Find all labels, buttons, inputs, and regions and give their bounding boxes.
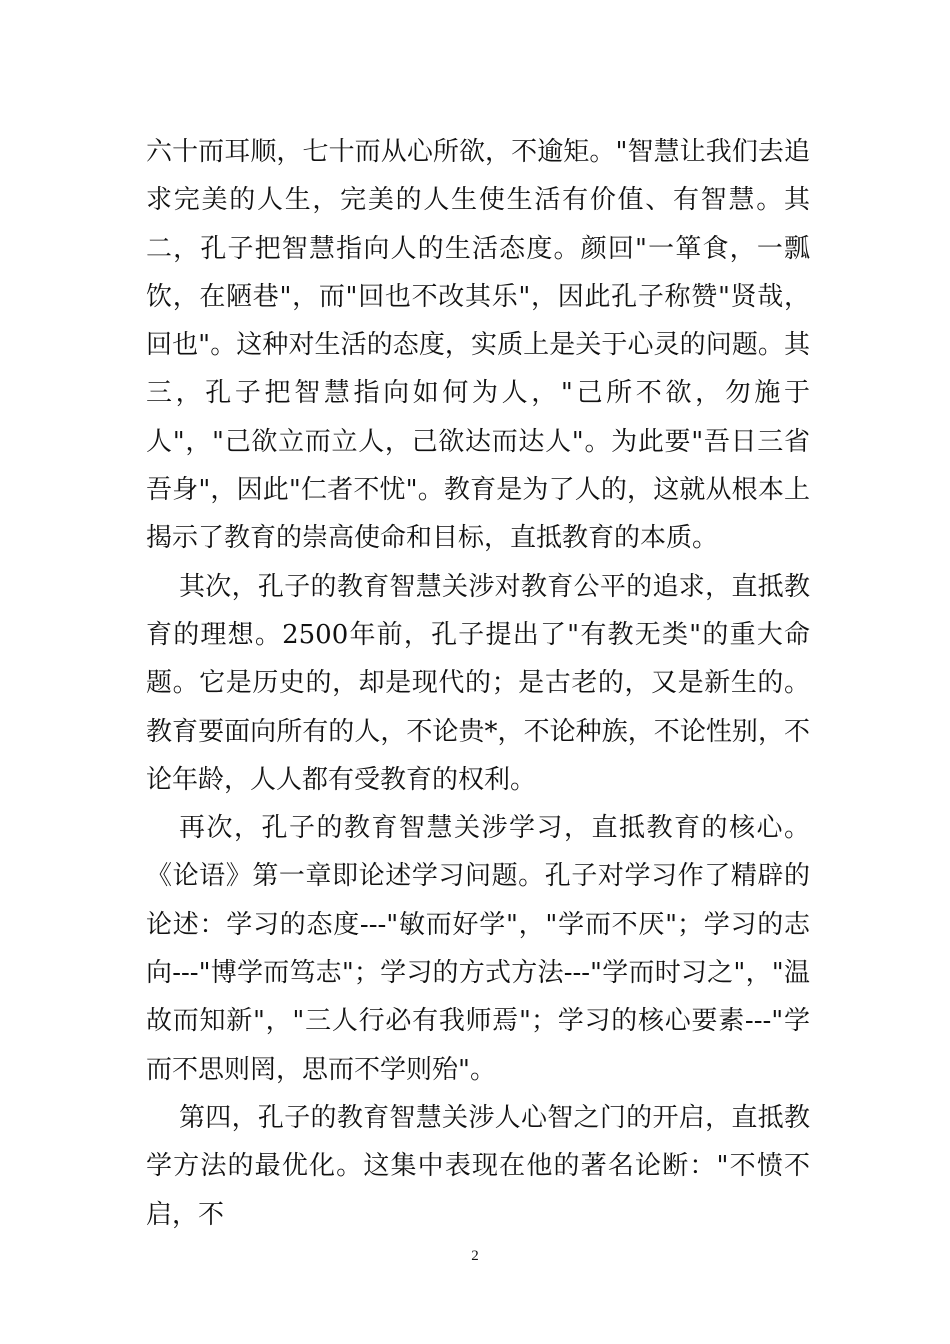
page-number: 2 — [471, 1248, 479, 1264]
paragraph-3: 再次，孔子的教育智慧关涉学习，直抵教育的核心。《论语》第一章即论述学习问题。孔子对学习作了精辟的论述：学习的态度---"敏而好学"，"学而不厌"；学习的志向---"博学而笃志"；学习的方式方法---"学而时习之"，"温故而知新"，"三人行必有我师焉"；学习的核心要素---"学而不思则罔，思而不学则殆"。 — [146, 813, 810, 1085]
document-body — [146, 128, 810, 1239]
paragraph-4: 第四，孔子的教育智慧关涉人心智之门的开启，直抵教学方法的最优化。这集中表现在他的著名论断："不愤不启，不 — [146, 1102, 810, 1230]
paragraph-1: 六十而耳顺，七十而从心所欲，不逾矩。"智慧让我们去追求完美的人生，完美的人生使生活有价值、有智慧。其二，孔子把智慧指向人的生活态度。颜回"一箪食，一瓢饮，在陋巷"，而"回也不改其乐"，因此孔子称赞"贤哉，回也"。这种对生活的态度，实质上是关于心灵的问题。其三，孔子把智慧指向如何为人，"己所不欲，勿施于人"，"己欲立而立人，己欲达而达人"。为此要"吾日三省吾身"，因此"仁者不忧"。教育是为了人的，这就从根本上揭示了教育的崇高使命和目标，直抵教育的本质。 — [146, 137, 810, 554]
paragraph-2: 其次，孔子的教育智慧关涉对教育公平的追求，直抵教育的理想。2500年前，孔子提出了"有教无类"的重大命题。它是历史的，却是现代的；是古老的，又是新生的。教育要面向所有的人，不论贵*，不论种族，不论性别，不论年龄，人人都有受教育的权利。 — [146, 571, 810, 795]
